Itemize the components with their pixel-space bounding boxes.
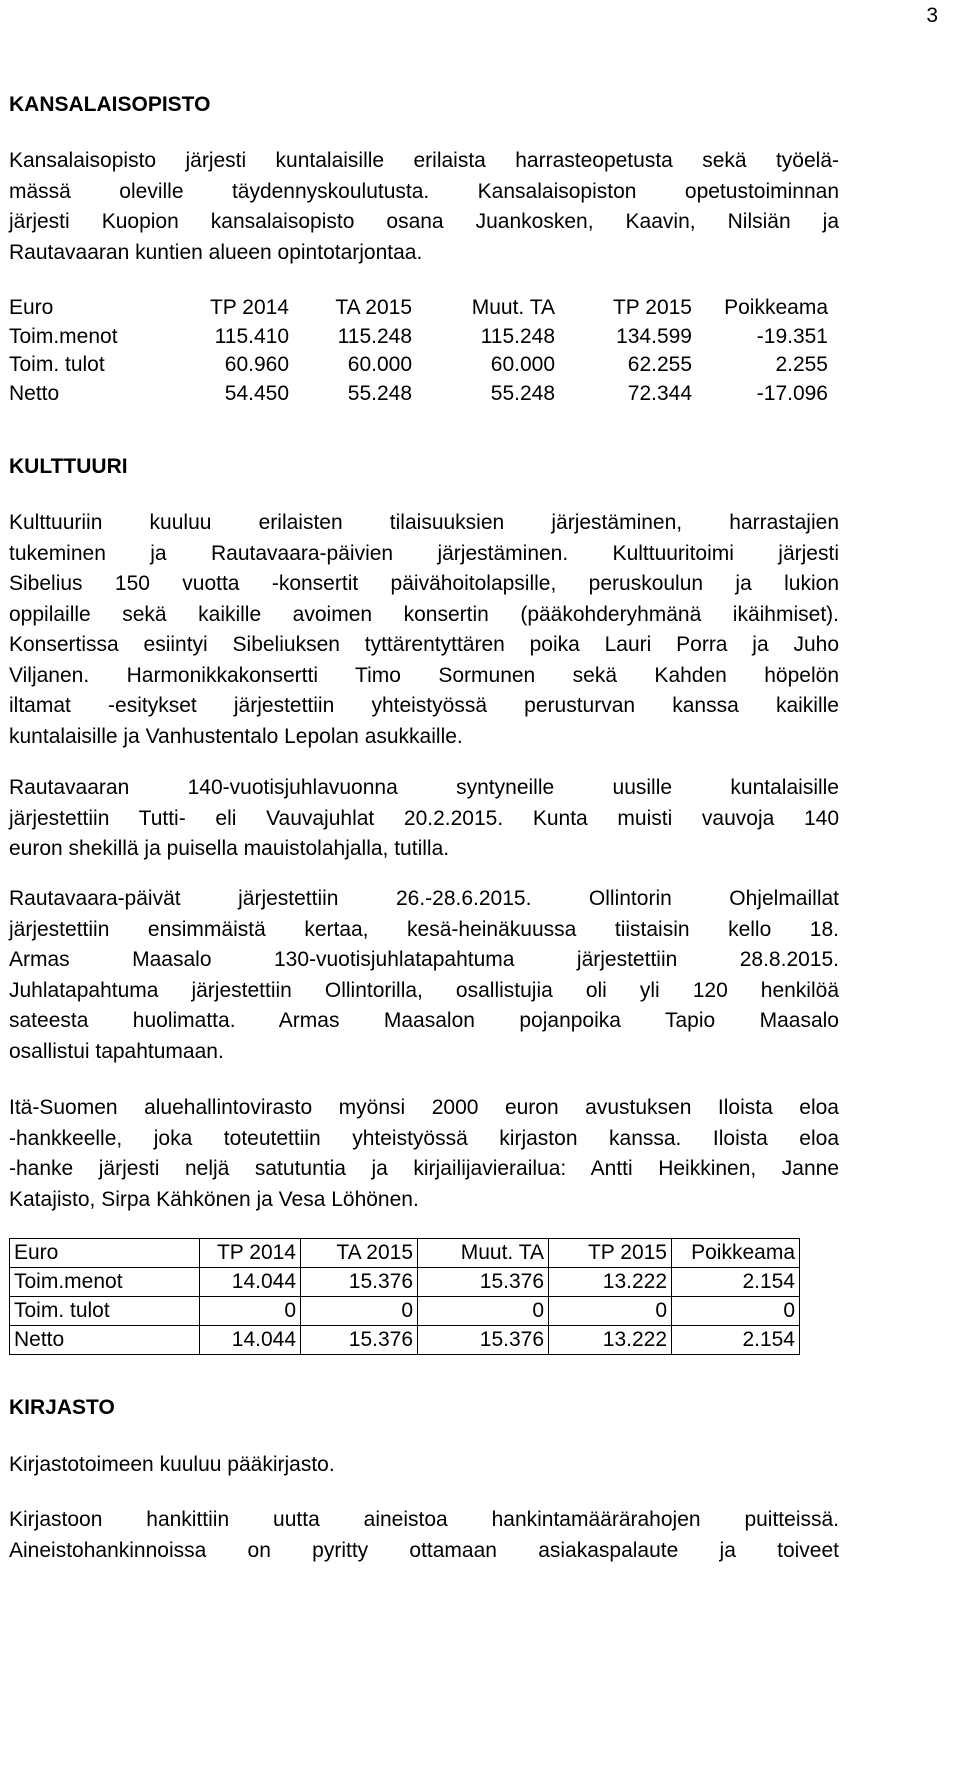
table-cell: Netto: [9, 381, 60, 405]
kansalaisopisto-paragraph: [9, 146, 839, 268]
heading-kulttuuri: KULTTUURI: [9, 455, 128, 478]
table-cell: Toim.menot: [9, 324, 118, 348]
table-row: [10, 1268, 800, 1297]
table-cell: Toim. tulot: [9, 353, 105, 376]
table-cell: 62.255: [627, 353, 692, 376]
text-line: oppilaille sekä kaikille avoimen konsertin (pääkohderyhmänä ikäihmiset).: [9, 602, 839, 626]
table-header-cell: TP 2015: [549, 1239, 672, 1268]
table-cell: Toim. tulot: [10, 1297, 200, 1326]
table-header-cell: Poikkeama: [672, 1239, 800, 1268]
table-cell: 60.000: [490, 353, 555, 376]
table-cell: 2.154: [672, 1326, 800, 1355]
table-header-cell: TP 2015: [612, 296, 692, 319]
text-line: Itä-Suomen aluehallintovirasto myönsi 2000 euron avustuksen Iloista eloa: [9, 1096, 839, 1119]
text-line: Konsertissa esiintyi Sibeliuksen tyttärentyttären poika Lauri Porra ja Juho: [9, 633, 839, 656]
text-line: Kirjastoon hankittiin uutta aineistoa hankintamäärärahojen puitteissä.: [9, 1508, 839, 1531]
table-cell: Netto: [10, 1326, 200, 1355]
text-line: osallistui tapahtumaan.: [9, 1039, 224, 1063]
table-header-cell: Muut. TA: [471, 296, 555, 319]
table-header-cell: TP 2014: [209, 296, 289, 319]
text-line: Katajisto, Sirpa Kähkönen ja Vesa Löhönen.: [9, 1187, 419, 1211]
table-cell: -19.351: [756, 324, 828, 348]
table-cell: 54.450: [224, 381, 289, 405]
table-row: [9, 323, 828, 352]
text-line: mässä oleville täydennyskoulutusta. Kansalaisopiston opetustoiminnan: [9, 179, 839, 203]
text-line: Armas Maasalo 130-vuotisjuhlatapahtuma järjestettiin 28.8.2015.: [9, 948, 839, 971]
table-cell: 55.248: [490, 381, 555, 405]
table-cell: 2.154: [672, 1268, 800, 1297]
table-cell: 15.376: [418, 1268, 549, 1297]
text-line: järjestettiin Tutti- eli Vauvajuhlat 20.2.2015. Kunta muisti vauvoja 140: [9, 806, 839, 830]
table-cell: 55.248: [347, 381, 412, 405]
kulttuuri-paragraph-3: [9, 884, 839, 1067]
kulttuuri-paragraph-1: [9, 508, 839, 752]
table-cell: 15.376: [301, 1326, 418, 1355]
table-cell: 72.344: [627, 381, 692, 405]
table-cell: 0: [418, 1297, 549, 1326]
table-cell: 2.255: [775, 353, 828, 376]
table-cell: Toim.menot: [10, 1268, 200, 1297]
table-cell: 115.248: [480, 324, 555, 348]
table-header-cell: Euro: [9, 296, 54, 319]
table-cell: 0: [301, 1297, 418, 1326]
text-line: sateesta huolimatta. Armas Maasalon pojanpoika Tapio Maasalo: [9, 1009, 839, 1032]
text-line: Aineistohankinnoissa on pyritty ottamaan asiakaspalaute ja toiveet: [9, 1538, 839, 1562]
table-cell: 134.599: [616, 324, 692, 348]
text-line: järjesti Kuopion kansalaisopisto osana Juankosken, Kaavin, Nilsiän ja: [9, 210, 839, 233]
table-cell: 13.222: [549, 1326, 672, 1355]
table-header-cell: Poikkeama: [724, 296, 828, 319]
table-cell: -17.096: [756, 381, 828, 405]
table-row: [10, 1326, 800, 1355]
table-cell: 60.960: [224, 353, 289, 376]
table-header-cell: Euro: [10, 1239, 200, 1268]
text-line: Kulttuuriin kuuluu erilaisten tilaisuuksien järjestäminen, harrastajien: [9, 511, 839, 534]
table-cell: 60.000: [347, 353, 412, 376]
text-line: euron shekillä ja puisella mauistolahjalla, tutilla.: [9, 837, 450, 860]
table-header-row: [9, 294, 828, 323]
table-cell: 13.222: [549, 1268, 672, 1297]
table-cell: 14.044: [200, 1326, 301, 1355]
table-cell: 15.376: [418, 1326, 549, 1355]
table-row: [10, 1297, 800, 1326]
table-cell: 0: [549, 1297, 672, 1326]
text-line: Rautavaara-päivät järjestettiin 26.-28.6.2015. Ollintorin Ohjelmaillat: [9, 887, 839, 910]
table-header-cell: TA 2015: [301, 1239, 418, 1268]
table-header-cell: TP 2014: [200, 1239, 301, 1268]
table-cell: 115.410: [214, 324, 289, 348]
text-line: Juhlatapahtuma järjestettiin Ollintorilla, osallistujia oli yli 120 henkilöä: [9, 978, 839, 1002]
table-cell: 0: [672, 1297, 800, 1326]
kansalaisopisto-budget-table: [9, 294, 828, 408]
table-header-row: [10, 1239, 800, 1268]
text-line: Rautavaaran kuntien alueen opintotarjontaa.: [9, 240, 423, 264]
table-header-cell: Muut. TA: [418, 1239, 549, 1268]
heading-kansalaisopisto: KANSALAISOPISTO: [9, 93, 211, 116]
table-cell: 0: [200, 1297, 301, 1326]
heading-kirjasto: KIRJASTO: [9, 1396, 115, 1419]
table-row: [9, 380, 828, 409]
text-line: iltamat -esitykset järjestettiin yhteistyössä perusturvan kanssa kaikille: [9, 694, 839, 717]
table-cell: 14.044: [200, 1268, 301, 1297]
kulttuuri-budget-table: [9, 1238, 800, 1355]
text-line: -hankkeelle, joka toteutettiin yhteistyössä kirjaston kanssa. Iloista eloa: [9, 1126, 839, 1150]
text-line: Viljanen. Harmonikkakonsertti Timo Sormunen sekä Kahden höpelön: [9, 663, 839, 687]
kirjasto-paragraph-2: [9, 1505, 839, 1566]
text-line: kuntalaisille ja Vanhustentalo Lepolan asukkaille.: [9, 724, 463, 748]
text-line: Rautavaaran 140-vuotisjuhlavuonna syntyneille uusille kuntalaisille: [9, 776, 839, 799]
page-number: 3: [926, 4, 938, 27]
table-cell: 15.376: [301, 1268, 418, 1297]
text-line: -hanke järjesti neljä satutuntia ja kirjailijavierailua: Antti Heikkinen, Janne: [9, 1157, 839, 1180]
table-header-cell: TA 2015: [335, 296, 412, 319]
kulttuuri-paragraph-4: [9, 1093, 839, 1215]
kulttuuri-paragraph-2: [9, 773, 839, 865]
kirjasto-paragraph-1: Kirjastotoimeen kuuluu pääkirjasto.: [9, 1453, 335, 1476]
text-line: tukeminen ja Rautavaara-päivien järjestäminen. Kulttuuritoimi järjesti: [9, 541, 839, 565]
table-cell: 115.248: [337, 324, 412, 348]
text-line: Sibelius 150 vuotta -konsertit päivähoitolapsille, peruskoulun ja lukion: [9, 572, 839, 595]
table-row: [9, 351, 828, 380]
text-line: Kansalaisopisto järjesti kuntalaisille erilaista harrasteopetusta sekä työelä-: [9, 149, 839, 172]
text-line: järjestettiin ensimmäistä kertaa, kesä-heinäkuussa tiistaisin kello 18.: [9, 917, 839, 941]
